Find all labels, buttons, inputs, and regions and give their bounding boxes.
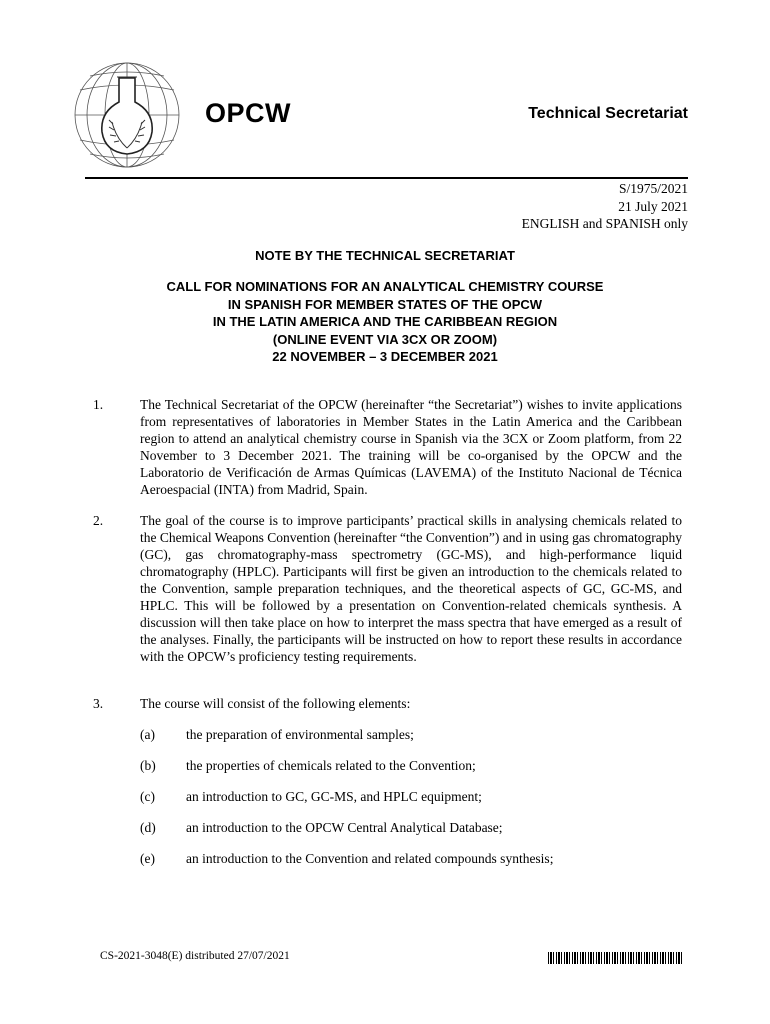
paragraph-number: 2. <box>93 513 104 528</box>
list-item-label: (e) <box>140 851 155 866</box>
list-item <box>140 726 682 743</box>
title-line: IN THE LATIN AMERICA AND THE CARIBBEAN REGION <box>212 314 558 329</box>
list-item-text: the properties of chemicals related to the Convention; <box>186 758 476 773</box>
document-symbol: S/1975/2021 <box>618 181 688 196</box>
list-item-text: the preparation of environmental samples; <box>186 727 414 742</box>
list-item-label: (d) <box>140 820 156 835</box>
list-item <box>140 757 682 774</box>
paragraph-text: The goal of the course is to improve participants’ practical skills in analysing chemicals related to the Chemical Weapons Convention (hereinafter “the Convention”) and in using gas chromatography (GC), gas chromatography-mass spectrometry (GC-MS), and high-performance liquid chromatography (HPLC). Participants will first be given an introduction to the chemicals related to the Convention, sample preparation techniques, and the theoretical aspects of GC, GC-MS, and HPLC. This will be followed by a presentation on Convention-related chemicals synthesis. A discussion will then take place on how to interpret the mass spectra that have emerged as a result of the analyses. Finally, the participants will be instructed on how to report these results in accordance with the OPCW’s proficiency testing requirements. <box>140 513 682 664</box>
document-date: 21 July 2021 <box>618 198 688 214</box>
list-item <box>140 788 682 805</box>
note-heading: NOTE BY THE TECHNICAL SECRETARIAT <box>255 248 515 263</box>
barcode <box>548 952 683 964</box>
title-line: IN SPANISH FOR MEMBER STATES OF THE OPCW <box>227 296 543 312</box>
document-languages: ENGLISH and SPANISH only <box>521 216 688 231</box>
paragraph-text: The course will consist of the following elements: <box>140 696 411 711</box>
title-line: CALL FOR NOMINATIONS FOR AN ANALYTICAL CHEMISTRY COURSE <box>166 279 604 294</box>
title-line: 22 NOVEMBER – 3 DECEMBER 2021 <box>272 349 498 364</box>
document-title <box>85 278 685 366</box>
list-item-text: an introduction to the Convention and related compounds synthesis; <box>186 851 554 866</box>
paragraph-1 <box>93 396 682 498</box>
paragraph-text: The Technical Secretariat of the OPCW (hereinafter “the Secretariat”) wishes to invite applications from representatives of laboratories in Member States in the Latin America and the Caribbean region to attend an analytical chemistry course in Spanish via the 3CX or Zoom platform, from 22 November to 3 December 2021. The training will be co-organised by the OPCW and the Laboratorio de Verificación de Armas Químicas (LAVEMA) of the Instituto Nacional de Técnica Aeroespacial (INTA) from Madrid, Spain. <box>140 397 682 497</box>
list-item-text: an introduction to GC, GC-MS, and HPLC equipment; <box>186 789 482 804</box>
list-item-label: (a) <box>140 727 155 742</box>
list-item-label: (c) <box>140 789 155 804</box>
opcw-logo <box>72 60 182 170</box>
paragraph-3 <box>93 695 682 712</box>
list-item-label: (b) <box>140 758 156 773</box>
list-item <box>140 819 682 836</box>
organization-name: OPCW <box>205 98 291 128</box>
paragraph-2 <box>93 512 682 665</box>
secretariat-title: Technical Secretariat <box>528 105 688 122</box>
paragraph-number: 3. <box>93 696 104 711</box>
distribution-reference: CS-2021-3048(E) distributed 27/07/2021 <box>100 950 290 962</box>
paragraph-number: 1. <box>93 397 104 412</box>
document-meta <box>522 180 688 233</box>
list-item <box>140 850 682 867</box>
header-divider <box>85 177 688 179</box>
list-item-text: an introduction to the OPCW Central Analytical Database; <box>186 820 503 835</box>
title-line: (ONLINE EVENT VIA 3CX OR ZOOM) <box>272 331 498 347</box>
